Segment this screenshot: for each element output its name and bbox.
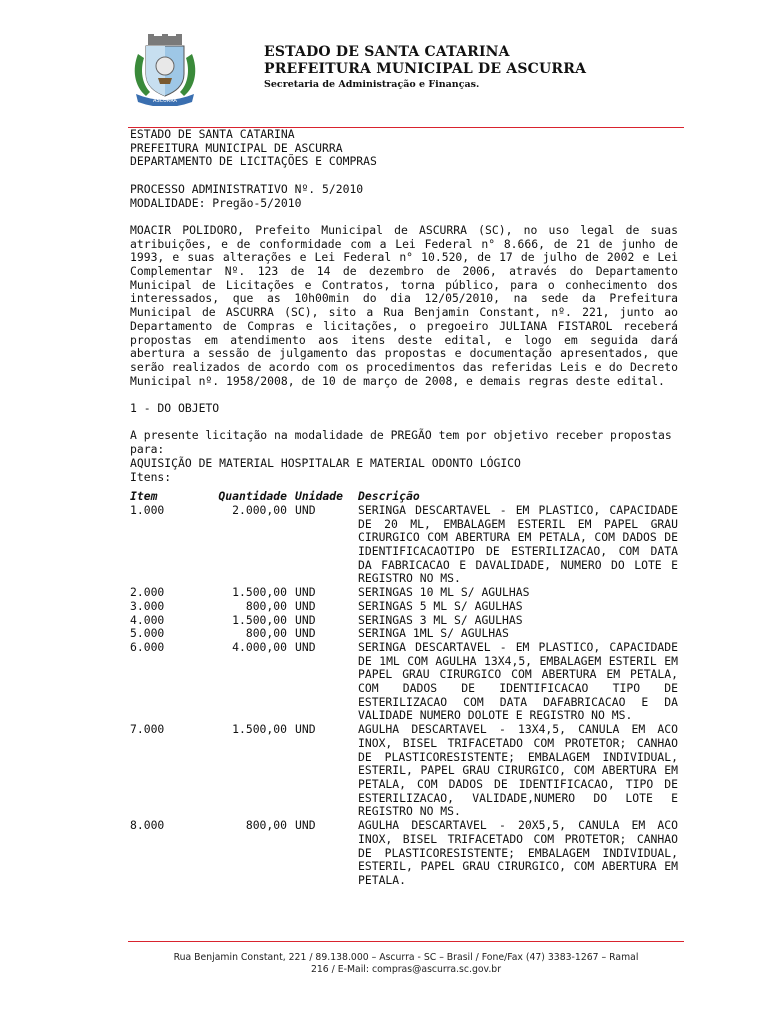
objeto-title: AQUISIÇÃO DE MATERIAL HOSPITALAR E MATERIAL ODONTO LÓGICO <box>130 455 521 470</box>
section-heading-objeto: 1 - DO OBJETO <box>130 401 220 416</box>
item-description: SERINGA DESCARTAVEL - EM PLASTICO, CAPACIDADE DE 20 ML, EMBALAGEM ESTERIL EM PAPEL GRAU CIRURGICO COM ABERTURA EM PETALA, COM DADOS DE IDENTIFICACAOTIPO DE ESTERILIZACAO, COM DATA DA FABRICACAO E DAVALIDADE, NUMERO DO LOTE E REGISTRO NO MS. <box>358 502 678 586</box>
table-row <box>130 586 678 600</box>
letterhead-secretaria: Secretaria de Administração e Finanças. <box>264 79 480 90</box>
preamble-paragraph: MOACIR POLIDORO, Prefeito Municipal de ASCURRA (SC), no uso legal de suas atribuições, e de conformidade com a Lei Federal n° 8.666, de 21 de junho de 1993, e suas alterações e Lei Federal n° 10.520, de 17 de julho de 2002 e Lei Complementar Nº. 123 de 14 de dezembro de 2006, através do Departamento Municipal de Licitações e Contratos, torna público, para o conhecimento dos interessados, que as 10h00min do dia 12/05/2010, na sede da Prefeitura Municipal de ASCURRA (SC), sito a Rua Benjamin Constant, nº. 221, junto ao Departamento de Compras e licitações, o pregoeiro JULIANA FISTAROL receberá propostas em atendimento aos itens deste edital, e logo em seguida dará abertura a sessão de julgamento das propostas e documentação apresentados, que serão realizados de acordo com os procedimentos das referidas Leis e do Decreto Municipal nº. 1958/2008, de 10 de março de 2008, e demais regras deste edital. <box>130 222 678 388</box>
item-description: AGULHA DESCARTAVEL - 13X4,5, CANULA EM ACO INOX, BISEL TRIFACETADO COM PROTETOR; CANHAO DE PLASTICORESISTENTE; EMBALAGEM INDIVIDUAL, ESTERIL, PAPEL GRAU CIRURGICO, COM ABERTURA EM PETALA, COM DADOS DE IDENTIFICACAO, TIPO DE ESTERILIZACAO, VALIDADE,NUMERO DO LOTE E REGISTRO NO MS. <box>358 722 678 819</box>
footer-address <box>128 952 684 976</box>
footer-line-1: Rua Benjamin Constant, 221 / 89.138.000 – Ascurra - SC – Brasil / Fone/Fax (47) 3383-1267 – Ramal <box>173 952 639 963</box>
table-row <box>130 627 678 641</box>
crest-banner-text: ASCURRA <box>153 98 177 104</box>
item-quantity: 800,00 <box>245 626 287 641</box>
items-table <box>130 490 678 887</box>
col-header-unidade: Unidade <box>295 489 344 504</box>
item-number: 7.000 <box>130 722 165 737</box>
item-quantity: 4.000,00 <box>232 639 287 654</box>
item-quantity: 800,00 <box>245 818 287 833</box>
col-header-descricao: Descrição <box>358 489 420 504</box>
item-number: 8.000 <box>130 818 165 833</box>
table-row <box>130 600 678 614</box>
item-number: 3.000 <box>130 598 165 613</box>
modalidade: MODALIDADE: Pregão-5/2010 <box>130 195 302 210</box>
footer-rule <box>128 941 684 942</box>
table-row <box>130 723 678 819</box>
org-line-3: DEPARTAMENTO DE LICITAÇÕES E COMPRAS <box>130 154 377 169</box>
item-unit: UND <box>295 818 316 833</box>
item-quantity: 1.500,00 <box>232 722 287 737</box>
item-number: 6.000 <box>130 639 165 654</box>
table-row <box>130 641 678 723</box>
item-description: SERINGAS 5 ML S/ AGULHAS <box>358 598 523 613</box>
item-quantity: 1.500,00 <box>232 585 287 600</box>
item-description: SERINGAS 3 ML S/ AGULHAS <box>358 612 523 627</box>
table-row <box>130 614 678 628</box>
processo-number: PROCESSO ADMINISTRATIVO Nº. 5/2010 <box>130 181 364 196</box>
item-description: AGULHA DESCARTAVEL - 20X5,5, CANULA EM ACO INOX, BISEL TRIFACETADO COM PROTETOR; CANHAO DE PLASTICORESISTENTE; EMBALAGEM INDIVIDUAL, ESTERIL, PAPEL GRAU CIRURGICO, COM ABERTURA EM PETALA. <box>358 818 678 887</box>
letterhead-prefeitura: PREFEITURA MUNICIPAL DE ASCURRA <box>264 61 587 77</box>
item-quantity: 1.500,00 <box>232 612 287 627</box>
item-description: SERINGA 1ML S/ AGULHAS <box>358 626 509 641</box>
table-row <box>130 819 678 888</box>
item-unit: UND <box>295 722 316 737</box>
org-line-1: ESTADO DE SANTA CATARINA <box>130 127 295 141</box>
item-description: SERINGAS 10 ML S/ AGULHAS <box>358 585 530 600</box>
objeto-paragraph: A presente licitação na modalidade de PREGÃO tem por objetivo receber propostas para: <box>130 428 672 457</box>
item-unit: UND <box>295 612 316 627</box>
item-number: 2.000 <box>130 585 165 600</box>
item-number: 1.000 <box>130 502 165 517</box>
col-header-quantidade: Quantidade <box>218 489 287 504</box>
item-unit: UND <box>295 502 316 517</box>
letterhead-state: ESTADO DE SANTA CATARINA <box>264 44 510 60</box>
item-quantity: 2.000,00 <box>232 502 287 517</box>
item-number: 5.000 <box>130 626 165 641</box>
org-line-2: PREFEITURA MUNICIPAL DE ASCURRA <box>130 140 343 155</box>
footer-line-2: 216 / E-Mail: compras@ascurra.sc.gov.br <box>310 964 502 975</box>
item-number: 4.000 <box>130 612 165 627</box>
items-table-header <box>130 490 678 504</box>
itens-label: Itens: <box>130 469 172 484</box>
item-unit: UND <box>295 639 316 654</box>
item-unit: UND <box>295 626 316 641</box>
item-unit: UND <box>295 585 316 600</box>
col-header-item: Item <box>130 489 158 504</box>
item-quantity: 800,00 <box>245 598 287 613</box>
item-description: SERINGA DESCARTAVEL - EM PLASTICO, CAPACIDADE DE 1ML COM AGULHA 13X4,5, EMBALAGEM ESTERIL EM PAPEL GRAU CIRURGICO COM ABERTURA EM PETALA, COM DADOS DE IDENTIFICACAO TIPO DE ESTERILIZACAO COM DATA DAFABRICACAO E DA VALIDADE NUMERO DOLOTE E REGISTRO NO MS. <box>358 639 678 723</box>
item-unit: UND <box>295 598 316 613</box>
table-row <box>130 504 678 586</box>
document-body <box>130 128 678 888</box>
